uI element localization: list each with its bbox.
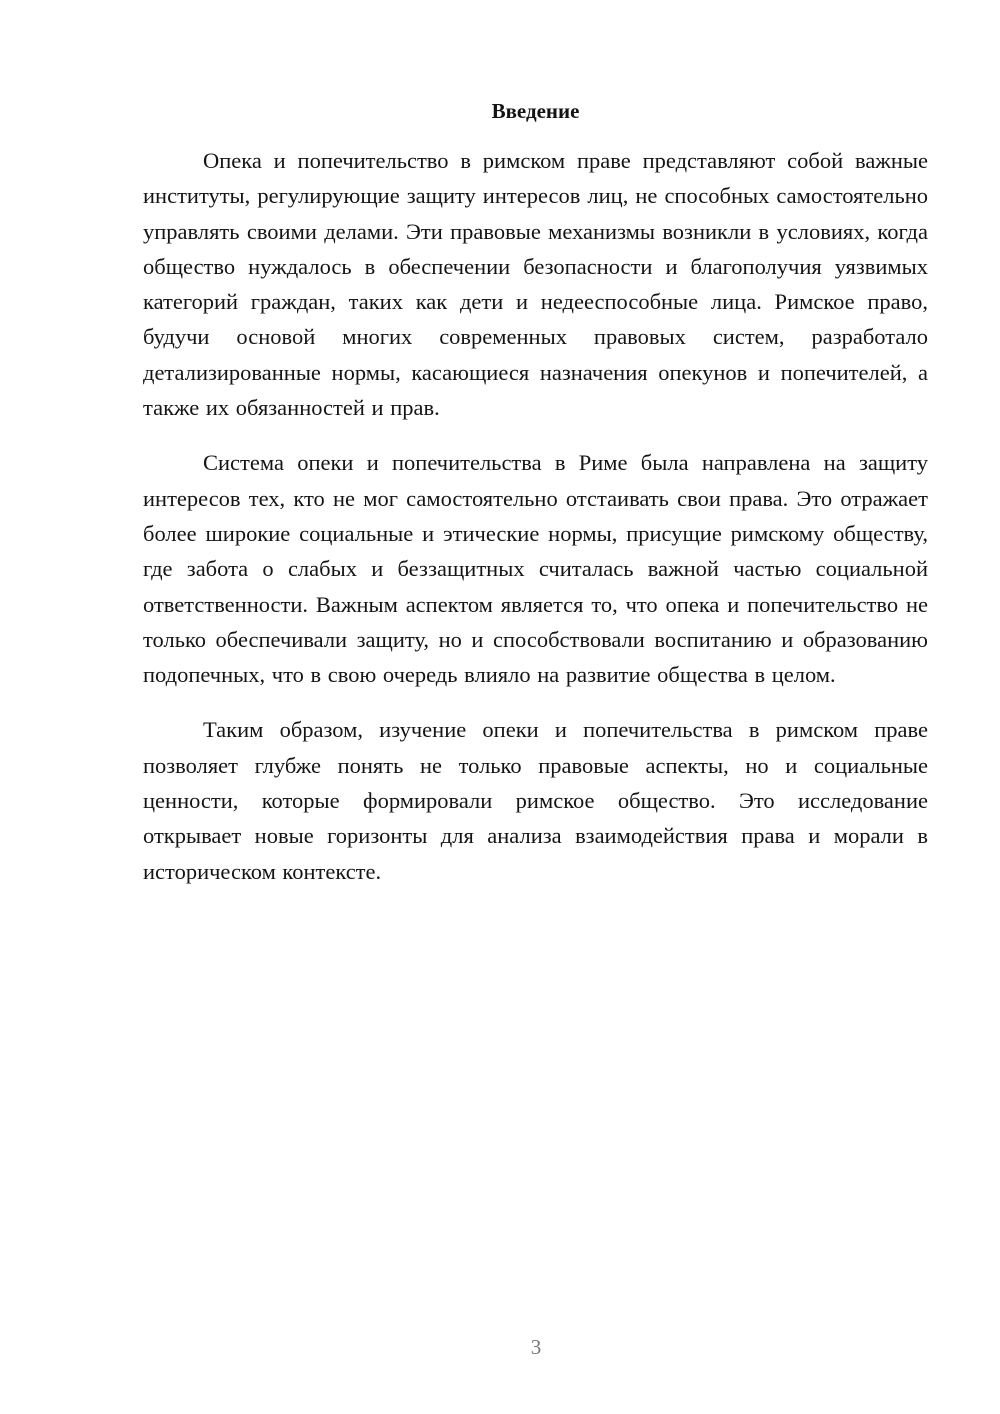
paragraph-3: Таким образом, изучение опеки и попечительства в римском праве позволяет глубже понять не только правовые аспекты, но и социальные ценности, которые формировали римское общество. Это исследование открывает новые горизонты для анализа взаимодействия права и морали в историческом контексте. [143, 717, 928, 884]
section-heading: Введение [491, 99, 580, 123]
page-number: 3 [530, 1335, 542, 1359]
paragraph-1: Опека и попечительство в римском праве представляют собой важные институты, регулирующие защиту интересов лиц, не способных самостоятельно управлять своими делами. Эти правовые механизмы возникли в условиях, когда общество нуждалось в обеспечении безопасности и благополучия уязвимых категорий граждан, таких как дети и недееспособные лица. Римское право, будучи основой многих современных правовых систем, разработало детализированные нормы, касающиеся назначения опекунов и попечителей, а также их обязанностей и прав. [143, 148, 928, 421]
paragraph-2: Система опеки и попечительства в Риме была направлена на защиту интересов тех, кто не мог самостоятельно отстаивать свои права. Это отражает более широкие социальные и этические нормы, присущие римскому обществу, где забота о слабых и беззащитных считалась важной частью социальной ответственности. Важным аспектом является то, что опека и попечительство не только обеспечивали защиту, но и способствовали воспитанию и образованию подопечных, что в свою очередь влияло на развитие общества в целом. [143, 450, 928, 688]
body-text [143, 143, 928, 909]
